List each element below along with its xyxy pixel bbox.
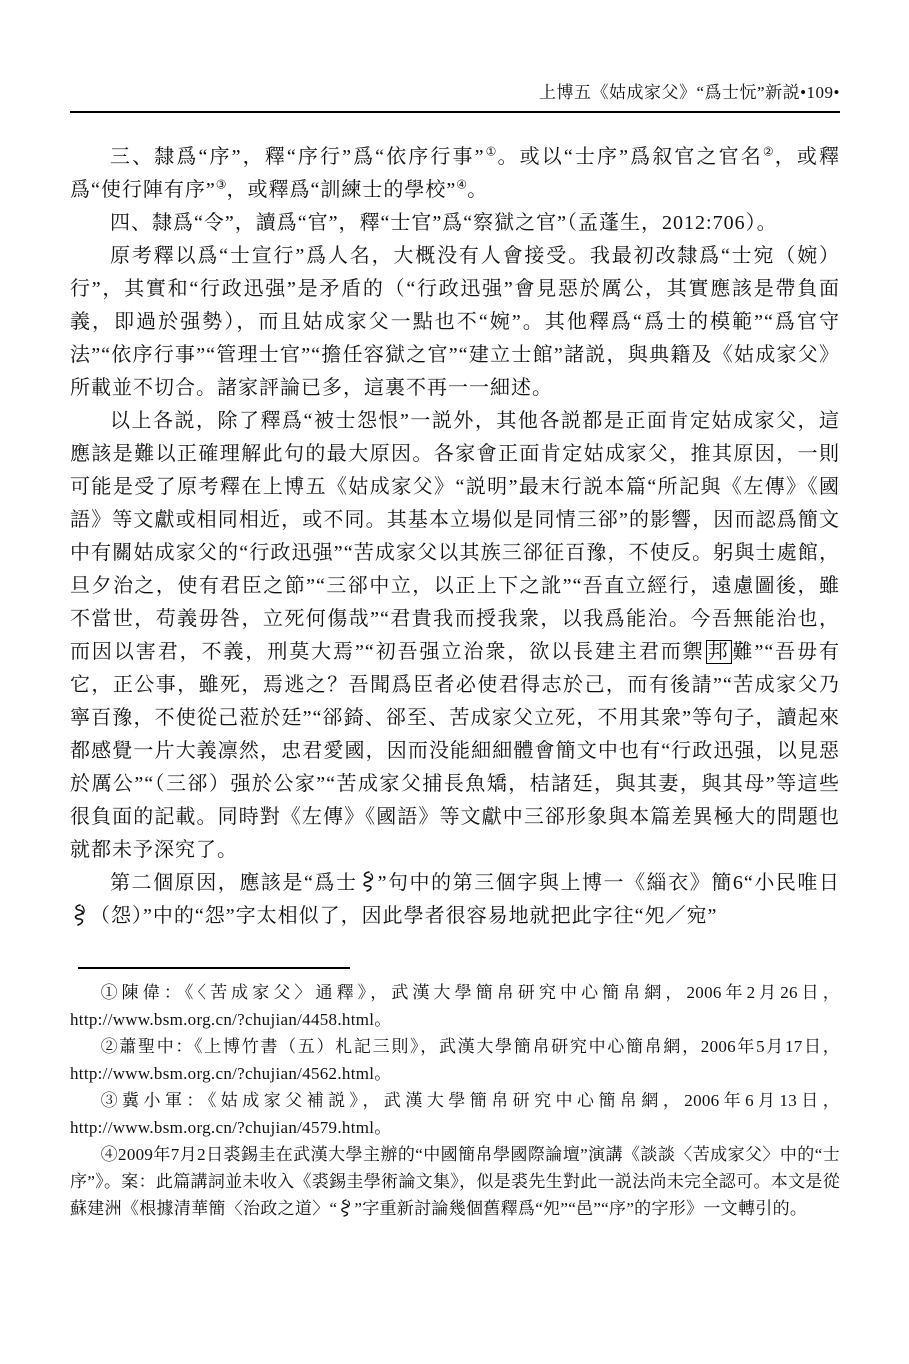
text-segment: 。 [467,179,489,201]
footnote-ref: ④ [456,177,468,192]
footnote [70,1141,840,1222]
footnote-ref: ① [484,144,498,159]
chu-script-glyph-icon [72,904,88,926]
footnote: ③冀小軍：《姑成家父補説》，武漢大學簡帛研究中心簡帛網，2006年6月13日，http://www.bsm.org.cn/?chujian/4579.html。 [70,1091,840,1137]
text-segment: 以上各説，除了釋爲“被士怨恨”一説外，其他各説都是正面肯定姑成家父，這應該是難以正確理解此句的最大原因。各家會正面肯定姑成家父，推其原因，一則可能是受了原考釋在上博五《姑成家父》“説明”最末行説本篇“所記與《左傳》《國語》等文獻或相同相近，或不同。其基本立場似是同情三郤”的影響，因而認爲簡文中有關姑成家父的“行政迅强”“苦成家父以其族三郤征百豫，不使反。躬與士處館，旦夕治之，使有君臣之節”“三郤中立，以正上下之訛”“吾直立經行，遠慮圖後，雖不當世，苟義毋咎，立死何傷哉”“君貴我而授我衆，以我爲能治。今吾無能治也，而因以害君，不義，刑莫大焉”“初吾强立治衆，欲以長建主君而禦 [70,410,840,663]
paragraph [70,867,840,933]
article-body [70,141,840,933]
text-segment: 難”“吾毋有它，正公事，雖死，焉逃之？吾聞爲臣者必使君得志於己，而有後請”“苦成家父乃寧百豫，不使從己蒞於廷”“郤錡、郤至、苦成家父立死，不用其衆”等句子，讀起來都感覺一片大義凛然，忠君愛國，因而没能細細體會簡文中也有“行政迅强，以見惡於厲公”“（三郤）强於公家”“苦成家父捕長魚矯，桔諸廷，與其妻，與其母”等這些很負面的記載。同時對《左傳》《國語》等文獻中三郤形象與本篇差異極大的問題也就都未予深究了。 [70,641,841,861]
footnote: ①陳偉：《〈苦成家父〉通釋》，武漢大學簡帛研究中心簡帛網，2006年2月26日，http://www.bsm.org.cn/?chujian/4458.html。 [70,983,840,1029]
text-segment: 。或以“士序”爲叙官之官名 [497,146,763,168]
text-segment: ”句中的第三個字與上博一《緇衣》簡6“小民唯日 [377,872,840,894]
text-segment: ④2009年7月2日裘錫圭在武漢大學主辦的“中國簡帛學國際論壇”演講《談談〈苦成家父〉中的“士序”》。案：此篇講詞並未收入《裘錫圭學術論文集》，似是裘先生對此一説法尚未完全認可。本文是從蘇建洲《根據清華簡〈治政之道〉“ [70,1145,840,1218]
boxed-character: 邦 [707,641,730,663]
footnote-ref: ③ [215,177,227,192]
paragraph: 原考釋以爲“士宣行”爲人名，大概没有人會接受。我最初改隸爲“士宛（婉）行”，其實和“行政迅强”是矛盾的（“行政迅强”會見惡於厲公，其實應該是帶負面義，即過於强勢），而且姑成家父一點也不“婉”。其他釋爲“爲士的模範”“爲官守法”“依序行事”“管理士官”“擔任容獄之官”“建立士館”諸説，與典籍及《姑成家父》所載並不切合。諸家評論已多，這裏不再一一細述。 [70,245,840,399]
paragraph [70,405,840,867]
footnote-divider [78,967,350,969]
footnotes-section [70,979,840,1222]
running-head: 上博五《姑成家父》“爲士忨”新説•109• [70,78,840,113]
text-segment: ，或釋爲“使行陣有序” [70,146,841,201]
chu-script-glyph-icon [360,871,376,893]
footnote-ref: ② [762,144,775,159]
text-segment: ，或釋爲“訓練士的學校” [226,179,457,201]
footnote: ②蕭聖中：《上博竹書（五）札記三則》，武漢大學簡帛研究中心簡帛網，2006年5月17日，http://www.bsm.org.cn/?chujian/4562.html。 [70,1037,840,1083]
chu-script-glyph-icon [339,1199,352,1217]
text-segment: ”字重新討論幾個舊釋爲“夗”“邑”“序”的字形》一文轉引的。 [354,1199,808,1218]
paragraph [70,141,840,207]
paragraph: 四、隸爲“令”，讀爲“官”，釋“士官”爲“察獄之官”（孟蓬生，2012:706）。 [110,212,778,234]
text-segment: 第二個原因，應該是“爲士 [110,872,358,894]
text-segment: 三、隸爲“序”，釋“序行”爲“依序行事” [110,146,485,168]
text-segment: （怨）”中的“怨”字太相似了，因此學者很容易地就把此字往“夗／宛” [90,905,718,927]
